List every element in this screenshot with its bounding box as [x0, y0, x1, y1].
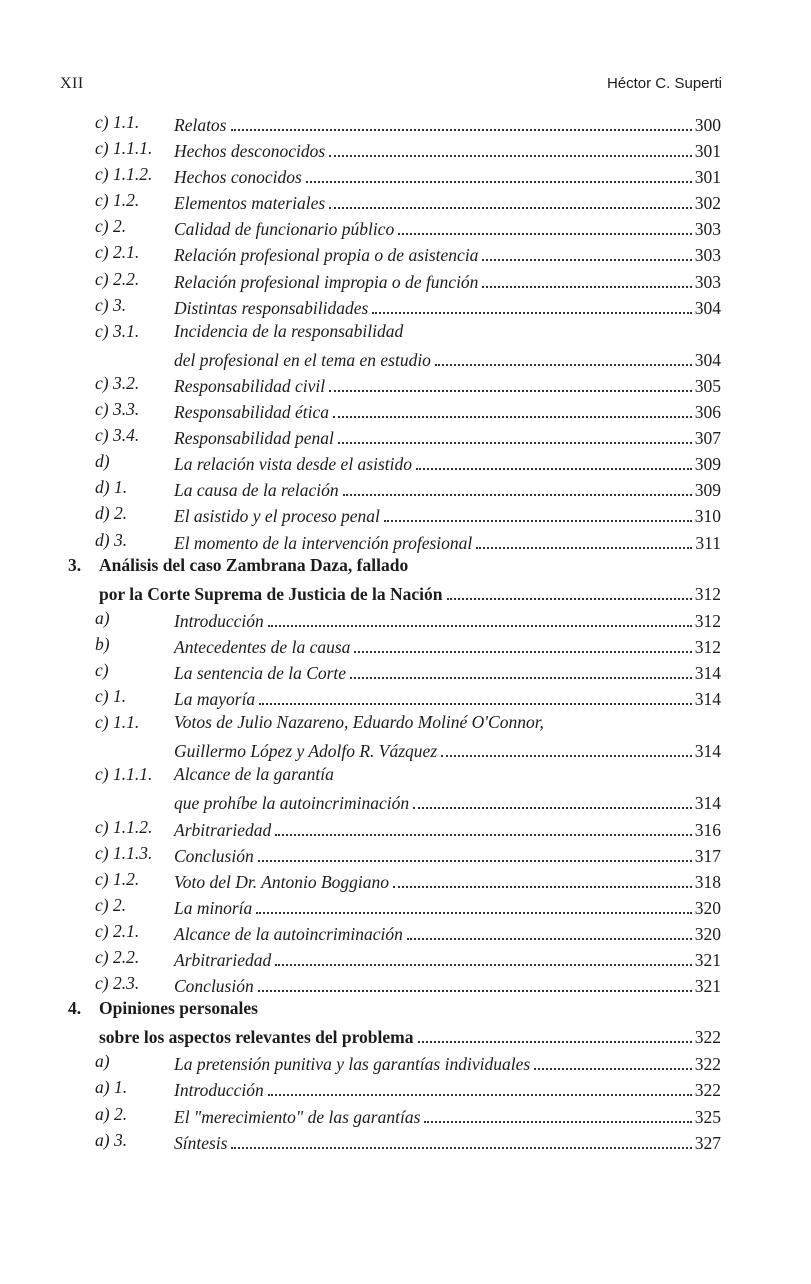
dot-leader [398, 233, 692, 235]
page-ref: 314 [694, 741, 721, 762]
toc-entry-title: Elementos materiales [174, 193, 326, 214]
section-number: 4. [68, 998, 82, 1019]
dot-leader [393, 886, 692, 888]
toc-entry-label: c) 3.1. [95, 320, 140, 341]
toc-entry [0, 1075, 811, 1101]
toc-leader-line [174, 138, 721, 162]
dot-leader [354, 651, 691, 653]
page-ref: 311 [695, 532, 721, 553]
page-ref: 303 [694, 245, 721, 266]
toc-leader-line [174, 973, 721, 997]
toc-entry-title: La minoría [174, 897, 253, 918]
toc-entry-label: c) 3.3. [95, 399, 140, 420]
page-ref: 327 [694, 1132, 721, 1153]
page-ref: 321 [694, 976, 721, 997]
toc-entry-label: a) 2. [95, 1103, 128, 1124]
toc-entry-label: c) 1.1.2. [95, 164, 153, 185]
toc-leader-line [174, 242, 721, 266]
toc-entry-label: c) 1.2. [95, 868, 140, 889]
dot-leader [231, 1147, 691, 1149]
page-ref: 322 [694, 1027, 721, 1048]
toc-entry [0, 267, 811, 293]
toc-entry-title: La pretensión punitiva y las garantías individuales [174, 1054, 531, 1075]
toc-entry [0, 449, 811, 475]
toc-entry [0, 684, 811, 710]
toc-leader-line [174, 530, 721, 554]
page-ref: 314 [694, 689, 721, 710]
page-ref: 314 [694, 793, 721, 814]
page-ref: 317 [694, 845, 721, 866]
toc-entry-title: Responsabilidad ética [174, 402, 330, 423]
toc-entry-title: Arbitrariedad [174, 950, 272, 970]
toc-entry [0, 397, 811, 423]
dot-leader [482, 259, 691, 261]
toc-entry [0, 658, 811, 684]
dot-leader [413, 807, 692, 809]
toc-entry-label: a) 1. [95, 1077, 128, 1098]
dot-leader [268, 625, 692, 627]
dot-leader [258, 860, 692, 862]
toc-leader-line [174, 269, 721, 293]
page-ref: 322 [694, 1080, 721, 1101]
toc-entry-title: Arbitrariedad [174, 819, 272, 840]
toc-entry-label: d) 2. [95, 503, 128, 524]
running-head-author: Héctor C. Superti [606, 75, 722, 92]
dot-leader [275, 834, 692, 836]
toc-entry [0, 1102, 811, 1128]
toc-entry-label: c) 1.1.2. [95, 816, 153, 837]
page-ref: 316 [694, 819, 721, 840]
toc-entry [0, 136, 811, 162]
toc-leader-line [174, 295, 721, 319]
toc-entry-title: Alcance de la garantía [174, 764, 334, 785]
toc-entry [0, 371, 811, 397]
page-ref: 321 [694, 950, 721, 970]
dot-leader [231, 129, 692, 131]
page-ref: 303 [694, 219, 721, 240]
toc-entry [0, 945, 811, 971]
section-number: 3. [68, 554, 82, 575]
section-title: Análisis del caso Zambrana Daza, fallado [99, 554, 409, 575]
toc-entry [0, 214, 811, 240]
dot-leader [372, 312, 691, 314]
toc-leader-line [174, 947, 721, 971]
page-ref: 304 [694, 297, 721, 318]
dot-leader [256, 912, 691, 914]
toc-entry-title: Relación profesional propia o de asistencia [174, 245, 479, 266]
toc-entry-title: El "merecimiento" de las garantías [174, 1106, 421, 1127]
toc-entry-label: c) 3. [95, 294, 127, 315]
toc-entry-title: Votos de Julio Nazareno, Eduardo Moliné O'Connor, [174, 712, 544, 733]
table-of-contents [0, 110, 811, 1154]
toc-leader-line [174, 1130, 721, 1154]
toc-entry-title: El asistido y el proceso penal [174, 506, 380, 527]
toc-leader-line [174, 347, 721, 371]
toc-leader-line [174, 843, 721, 867]
toc-section [0, 997, 811, 1023]
page-ref: 320 [694, 923, 721, 944]
page-ref: 312 [694, 636, 721, 657]
page-ref: 310 [694, 506, 721, 527]
toc-entry [0, 475, 811, 501]
page-ref: 301 [694, 167, 721, 188]
toc-entry-label: a) [95, 1051, 110, 1072]
toc-leader-line [174, 608, 721, 632]
page-ref: 312 [694, 610, 721, 631]
toc-entry [0, 1128, 811, 1154]
toc-entry [0, 632, 811, 658]
page-ref: 314 [694, 662, 721, 683]
dot-leader [447, 598, 692, 600]
toc-section [0, 580, 811, 606]
toc-entry-title: Responsabilidad civil [174, 375, 326, 396]
toc-entry-label: b) [95, 633, 110, 654]
page-number: XII [60, 75, 84, 92]
toc-leader-line [174, 451, 721, 475]
toc-entry-label: c) 3.2. [95, 372, 140, 393]
toc-entry [0, 1049, 811, 1075]
section-title: por la Corte Suprema de Justicia de la Nación [99, 583, 443, 604]
toc-entry-title: La causa de la relación [174, 480, 339, 501]
page-ref: 318 [694, 871, 721, 892]
toc-entry-label: c) 3.4. [95, 425, 140, 446]
dot-leader [435, 364, 692, 366]
toc-entry-label: a) [95, 607, 110, 628]
toc-leader-line [174, 790, 721, 814]
toc-entry-label: c) 1.1.1. [95, 764, 153, 785]
toc-entry-label: c) 1.1.3. [95, 842, 153, 863]
dot-leader [534, 1068, 692, 1070]
toc-leader-line [174, 216, 721, 240]
page-ref: 307 [694, 428, 721, 449]
page-ref: 302 [694, 193, 721, 214]
page-ref: 300 [694, 115, 721, 135]
toc-entry-label: c) 1.1. [95, 712, 140, 733]
toc-entry [0, 710, 811, 736]
toc-entry-label: c) 2. [95, 216, 127, 237]
toc-entry-title: Responsabilidad penal [174, 428, 334, 449]
toc-entry [0, 423, 811, 449]
toc-leader-line [174, 112, 721, 136]
toc-entry-title: Calidad de funcionario público [174, 219, 395, 240]
toc-entry [0, 188, 811, 214]
toc-entry [0, 293, 811, 319]
toc-entry [0, 971, 811, 997]
toc-entry [0, 762, 811, 788]
toc-entry-title: Relación profesional impropia o de función [174, 271, 479, 292]
page-ref: 305 [694, 375, 721, 396]
toc-entry [0, 736, 811, 762]
toc-entry-label: c) 1. [95, 686, 127, 707]
toc-entry-label: c) 2.1. [95, 920, 140, 941]
toc-entry-title: Alcance de la autoincriminación [174, 923, 403, 944]
toc-entry-label: c) 1.2. [95, 190, 140, 211]
toc-section [0, 1023, 811, 1049]
dot-leader [306, 181, 692, 183]
toc-leader-line [174, 634, 721, 658]
toc-entry [0, 867, 811, 893]
dot-leader [350, 677, 692, 679]
toc-leader-line [174, 399, 721, 423]
toc-entry-title: Conclusión [174, 976, 254, 997]
page-ref: 309 [694, 454, 721, 475]
dot-leader [338, 442, 692, 444]
page-header [60, 75, 722, 99]
toc-entry-label: c) [95, 659, 109, 680]
toc-entry-title: Introducción [174, 1080, 264, 1101]
section-title: sobre los aspectos relevantes del problema [99, 1027, 414, 1048]
page-ref: 306 [694, 402, 721, 423]
toc-leader-line [174, 895, 721, 919]
toc-entry [0, 788, 811, 814]
page-ref: 325 [694, 1106, 721, 1127]
toc-leader-line [174, 817, 721, 841]
toc-entry-title: del profesional en el tema en estudio [174, 349, 431, 370]
toc-leader-line [174, 1104, 721, 1128]
toc-leader-line [174, 503, 721, 527]
dot-leader [329, 390, 692, 392]
section-title: Opiniones personales [99, 998, 258, 1019]
toc-entry [0, 919, 811, 945]
toc-entry-title: Conclusión [174, 845, 254, 866]
toc-entry-title: Voto del Dr. Antonio Boggiano [174, 871, 390, 892]
toc-entry-title: Incidencia de la responsabilidad [174, 320, 404, 341]
toc-entry-title: Introducción [174, 610, 264, 631]
toc-entry-title: que prohíbe la autoincriminación [174, 793, 410, 814]
dot-leader [343, 494, 692, 496]
toc-leader-line [174, 425, 721, 449]
toc-entry-label: c) 2.1. [95, 242, 140, 263]
toc-entry-label: d) [95, 451, 110, 472]
toc-entry [0, 240, 811, 266]
toc-entry [0, 319, 811, 345]
toc-entry-title: Distintas responsabilidades [174, 297, 369, 318]
page-ref: 320 [694, 897, 721, 918]
toc-entry-label: c) 2. [95, 894, 127, 915]
toc-entry-label: c) 2.2. [95, 947, 140, 967]
page-ref: 322 [694, 1054, 721, 1075]
toc-entry-title: El momento de la intervención profesional [174, 532, 473, 553]
toc-entry [0, 841, 811, 867]
toc-entry-label: c) 1.1.1. [95, 138, 153, 159]
toc-entry-title: Relatos [174, 115, 227, 135]
dot-leader [329, 207, 692, 209]
toc-entry [0, 528, 811, 554]
toc-leader-line [99, 581, 721, 605]
page-ref: 301 [694, 141, 721, 162]
page-ref: 304 [694, 349, 721, 370]
toc-section [0, 554, 811, 580]
toc-leader-line [174, 921, 721, 945]
page-ref: 312 [694, 583, 721, 604]
toc-entry-label: c) 2.3. [95, 973, 140, 994]
toc-entry [0, 606, 811, 632]
dot-leader [258, 990, 692, 992]
dot-leader [482, 286, 691, 288]
dot-leader [384, 520, 692, 522]
toc-leader-line [174, 660, 721, 684]
toc-entry-title: Guillermo López y Adolfo R. Vázquez [174, 741, 438, 762]
toc-leader-line [174, 869, 721, 893]
dot-leader [407, 938, 692, 940]
page-ref: 309 [694, 480, 721, 501]
dot-leader [418, 1041, 692, 1043]
toc-entry-title: Hechos desconocidos [174, 141, 326, 162]
toc-entry [0, 162, 811, 188]
toc-leader-line [174, 477, 721, 501]
toc-entry-title: Hechos conocidos [174, 167, 302, 188]
toc-entry [0, 345, 811, 371]
toc-leader-line [99, 1024, 721, 1048]
dot-leader [259, 703, 692, 705]
toc-entry-label: c) 1.1. [95, 112, 140, 132]
toc-entry-title: La mayoría [174, 689, 256, 710]
toc-entry-label: c) 2.2. [95, 268, 140, 289]
dot-leader [275, 964, 692, 966]
dot-leader [333, 416, 692, 418]
toc-entry-label: d) 3. [95, 529, 128, 550]
toc-entry-label: d) 1. [95, 477, 128, 498]
toc-entry-title: La relación vista desde el asistido [174, 454, 413, 475]
dot-leader [476, 547, 692, 549]
dot-leader [441, 755, 692, 757]
toc-leader-line [174, 373, 721, 397]
dot-leader [329, 155, 692, 157]
toc-leader-line [174, 1077, 721, 1101]
dot-leader [416, 468, 692, 470]
toc-entry [0, 501, 811, 527]
dot-leader [424, 1121, 691, 1123]
toc-entry-title: Antecedentes de la causa [174, 636, 351, 657]
toc-leader-line [174, 738, 721, 762]
toc-leader-line [174, 1051, 721, 1075]
dot-leader [268, 1094, 692, 1096]
toc-entry [0, 815, 811, 841]
toc-leader-line [174, 190, 721, 214]
toc-entry [0, 893, 811, 919]
toc-leader-line [174, 686, 721, 710]
toc-entry-title: La sentencia de la Corte [174, 662, 347, 683]
toc-entry-label: a) 3. [95, 1129, 128, 1150]
toc-leader-line [174, 164, 721, 188]
toc-entry [0, 110, 811, 136]
toc-entry-title: Síntesis [174, 1132, 228, 1153]
page-ref: 303 [694, 271, 721, 292]
